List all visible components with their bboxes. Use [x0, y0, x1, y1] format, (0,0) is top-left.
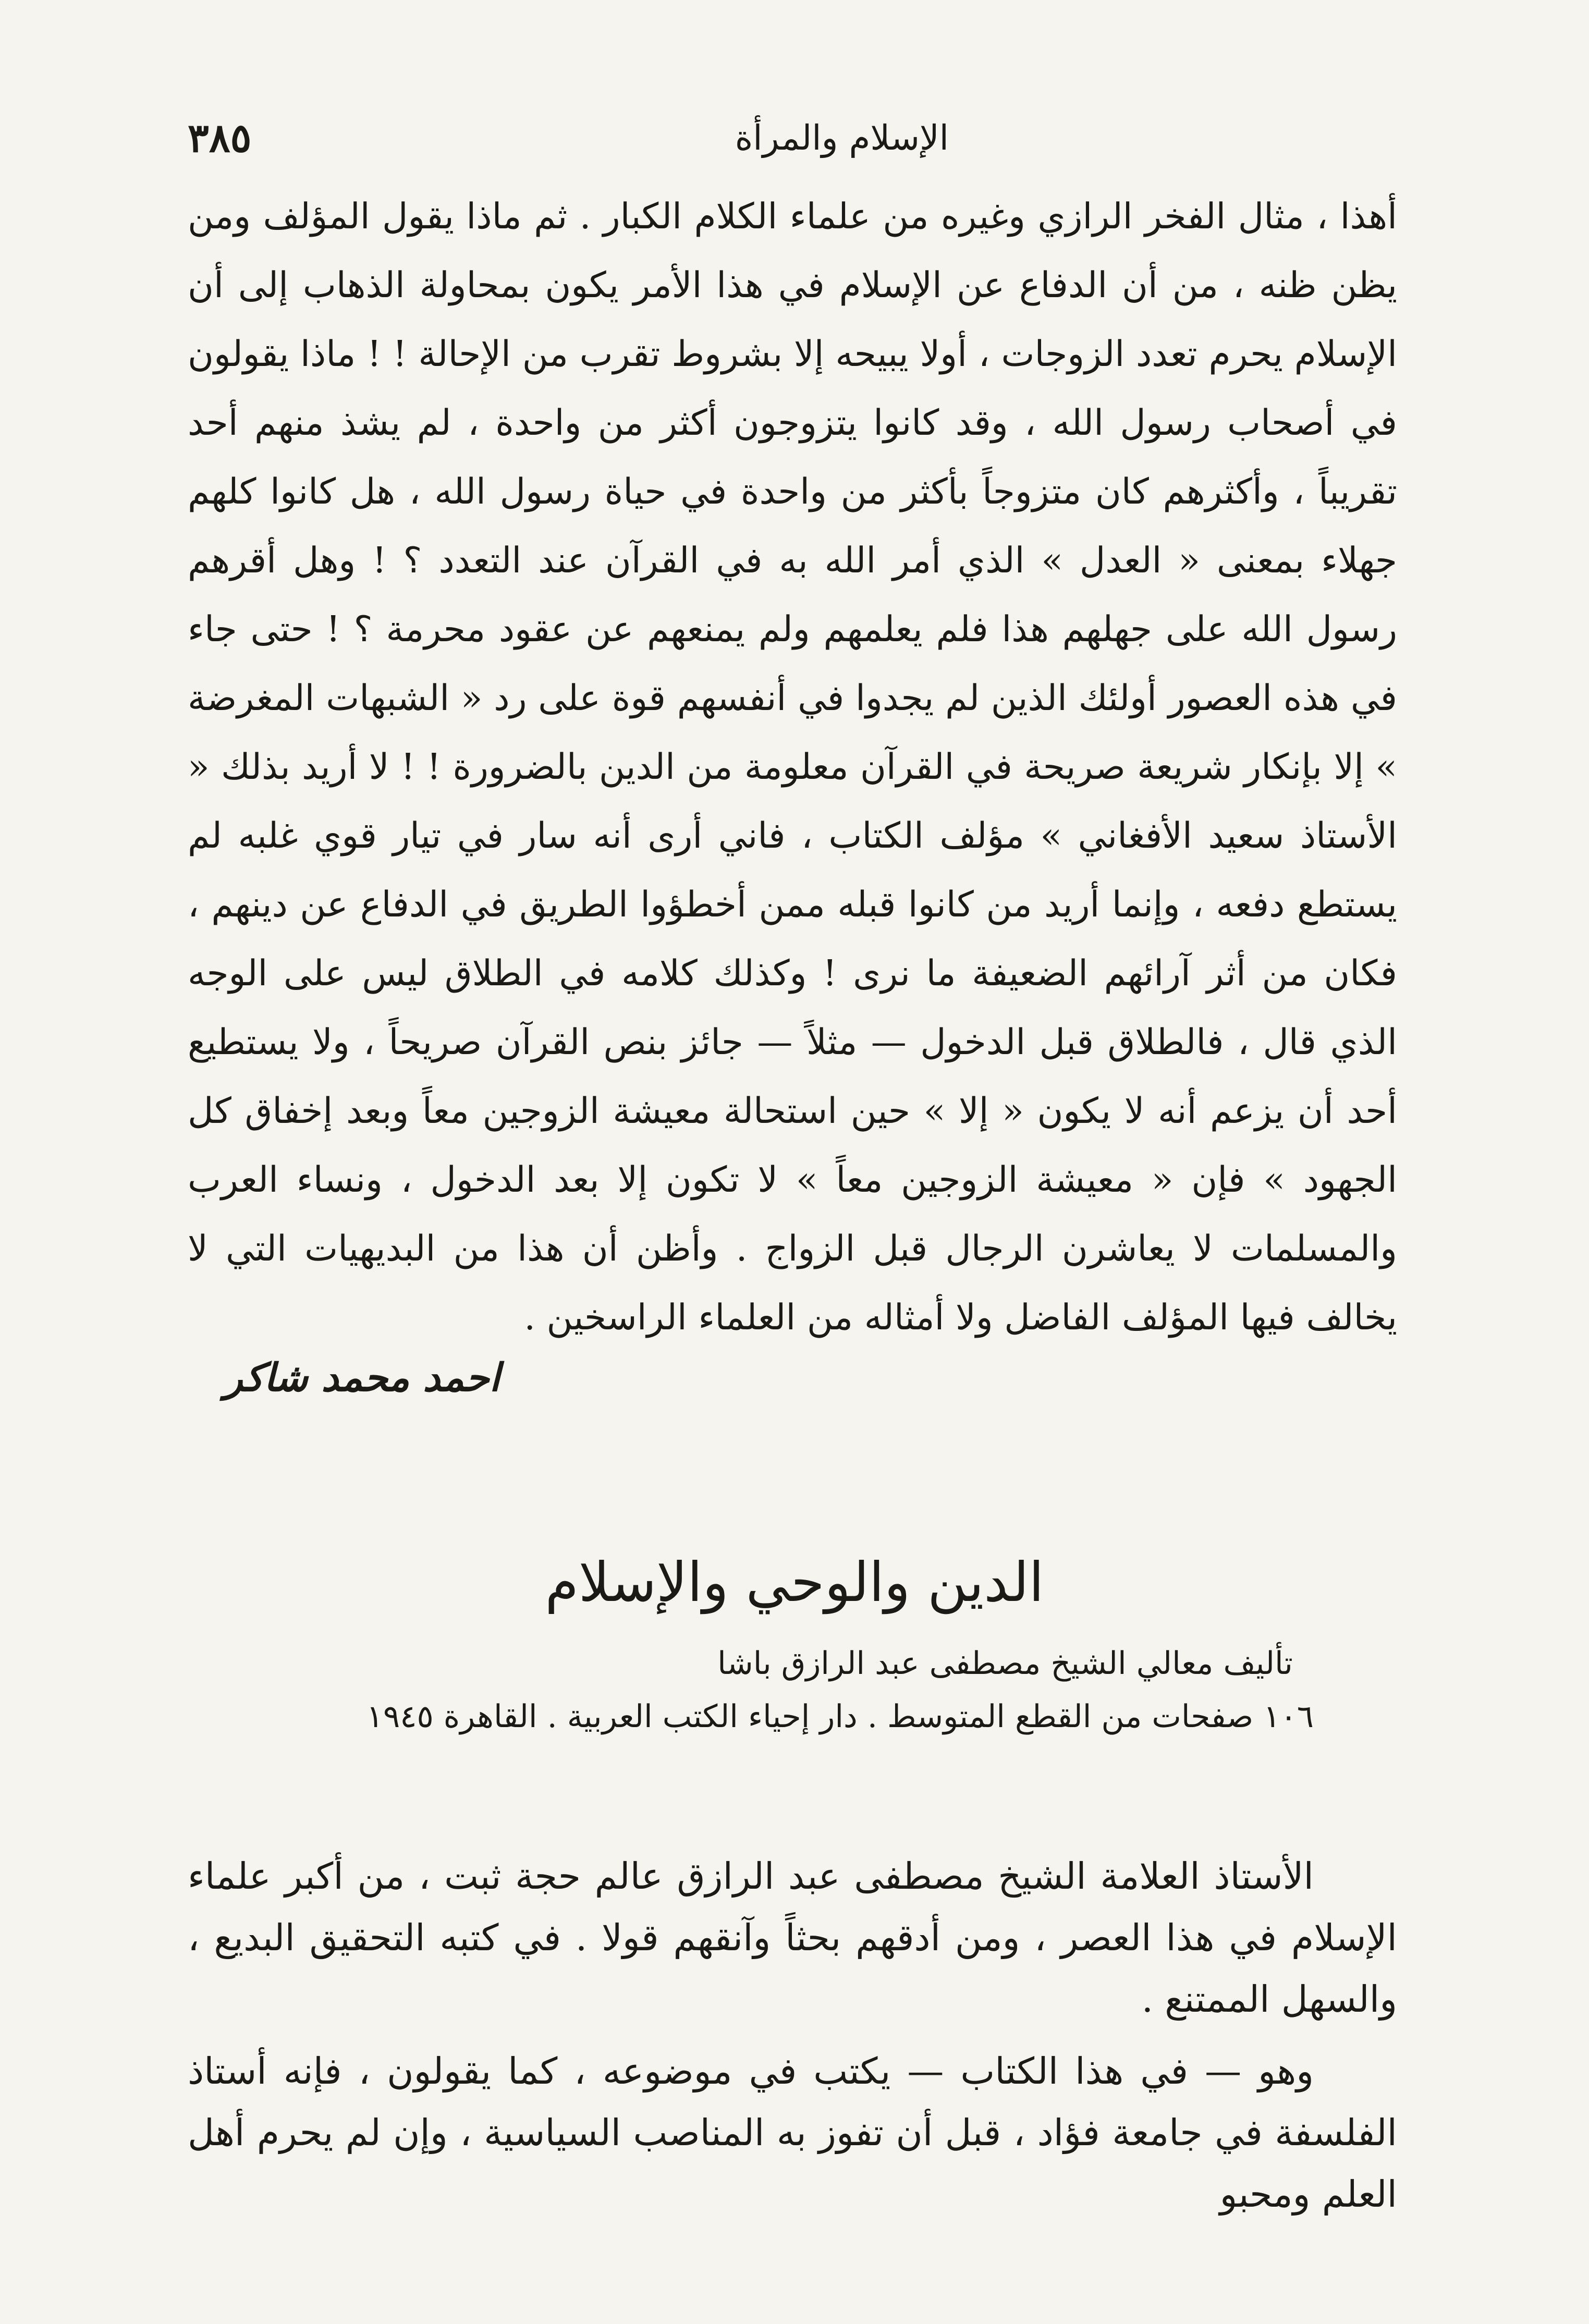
review-paragraph: وهو — في هذا الكتاب — يكتب في موضوعه ، كما يقولون ، فإنه أستاذ الفلسفة في جامعة فؤاد ، قبل أن تفوز به المناصب السياسية ، وإن لم يحرم أهل العلم ومحبو [188, 2050, 1397, 2216]
running-header [188, 109, 1397, 172]
review-continuation-text: أهذا ، مثال الفخر الرازي وغيره من علماء الكلام الكبار . ثم ماذا يقول المؤلف ومن يظن ظنه ، من أن الدفاع عن الإسلام في هذا الأمر يكون بمحاولة الذهاب إلى أن الإسلام يحرم تعدد الزوجات ، أولا يبيحه إلا بشروط تقرب من الإحالة ! ! ماذا يقولون في أصحاب رسول الله ، وقد كانوا يتزوجون أكثر من واحدة ، لم يشذ منهم أحد تقريباً ، وأكثرهم كان متزوجاً بأكثر من واحدة في حياة رسول الله ، هل كانوا كلهم جهلاء بمعنى « العدل » الذي أمر الله به في القرآن عند التعدد ؟ ! وهل أقرهم رسول الله على جهلهم هذا فلم يعلمهم ولم يمنعهم عن عقود محرمة ؟ ! حتى جاء في هذه العصور أولئك الذين لم يجدوا في أنفسهم قوة على رد « الشبهات المغرضة » إلا بإنكار شريعة صريحة في القرآن معلومة من الدين بالضرورة ! ! لا أريد بذلك « الأستاذ سعيد الأفغاني » مؤلف الكتاب ، فاني أرى أنه سار في تيار قوي غلبه لم يستطع دفعه ، وإنما أريد من كانوا قبله ممن أخطؤوا الطريق في الدفاع عن دينهم ، فكان من أثر آرائهم الضعيفة ما نرى ! وكذلك كلامه في الطلاق ليس على الوجه الذي قال ، فالطلاق قبل الدخول — مثلاً — جائز بنص القرآن صريحاً ، ولا يستطيع أحد أن يزعم أنه لا يكون « إلا » حين استحالة معيشة الزوجين معاً وبعد إخفاق كل الجهود » فإن « معيشة الزوجين معاً » لا تكون إلا بعد الدخول ، ونساء العرب والمسلمات لا يعاشرن الرجال قبل الزواج . وأظن أن هذا من البديهيات التي لا يخالف فيها المؤلف الفاضل ولا أمثاله من العلماء الراسخين . [188, 196, 1398, 1338]
book-bibliographic-info [292, 1637, 1314, 1743]
book-publication-details: ١٠٦ صفحات من القطع المتوسط . دار إحياء الكتب العربية . القاهرة ١٩٤٥ [366, 1698, 1314, 1735]
review-continuation [188, 182, 1397, 1352]
page-number: ٣٨٥ [188, 115, 252, 161]
book-author: تأليف معالي الشيخ مصطفى عبد الرازق باشا [717, 1645, 1293, 1682]
reviewer-signature: احمد محمد شاكر [224, 1355, 500, 1400]
review-paragraph: الأستاذ العلامة الشيخ مصطفى عبد الرازق عالم حجة ثبت ، من أكبر علماء الإسلام في هذا العصر ، ومن أدقهم بحثاً وآنقهم قولا . في كتبه التحقيق البديع ، والسهل الممتنع . [188, 1855, 1397, 2021]
book-title: الدين والوحي والإسلام [545, 1550, 1044, 1614]
running-header-title: الإسلام والمرأة [735, 118, 949, 158]
book-review [188, 1845, 1397, 2225]
